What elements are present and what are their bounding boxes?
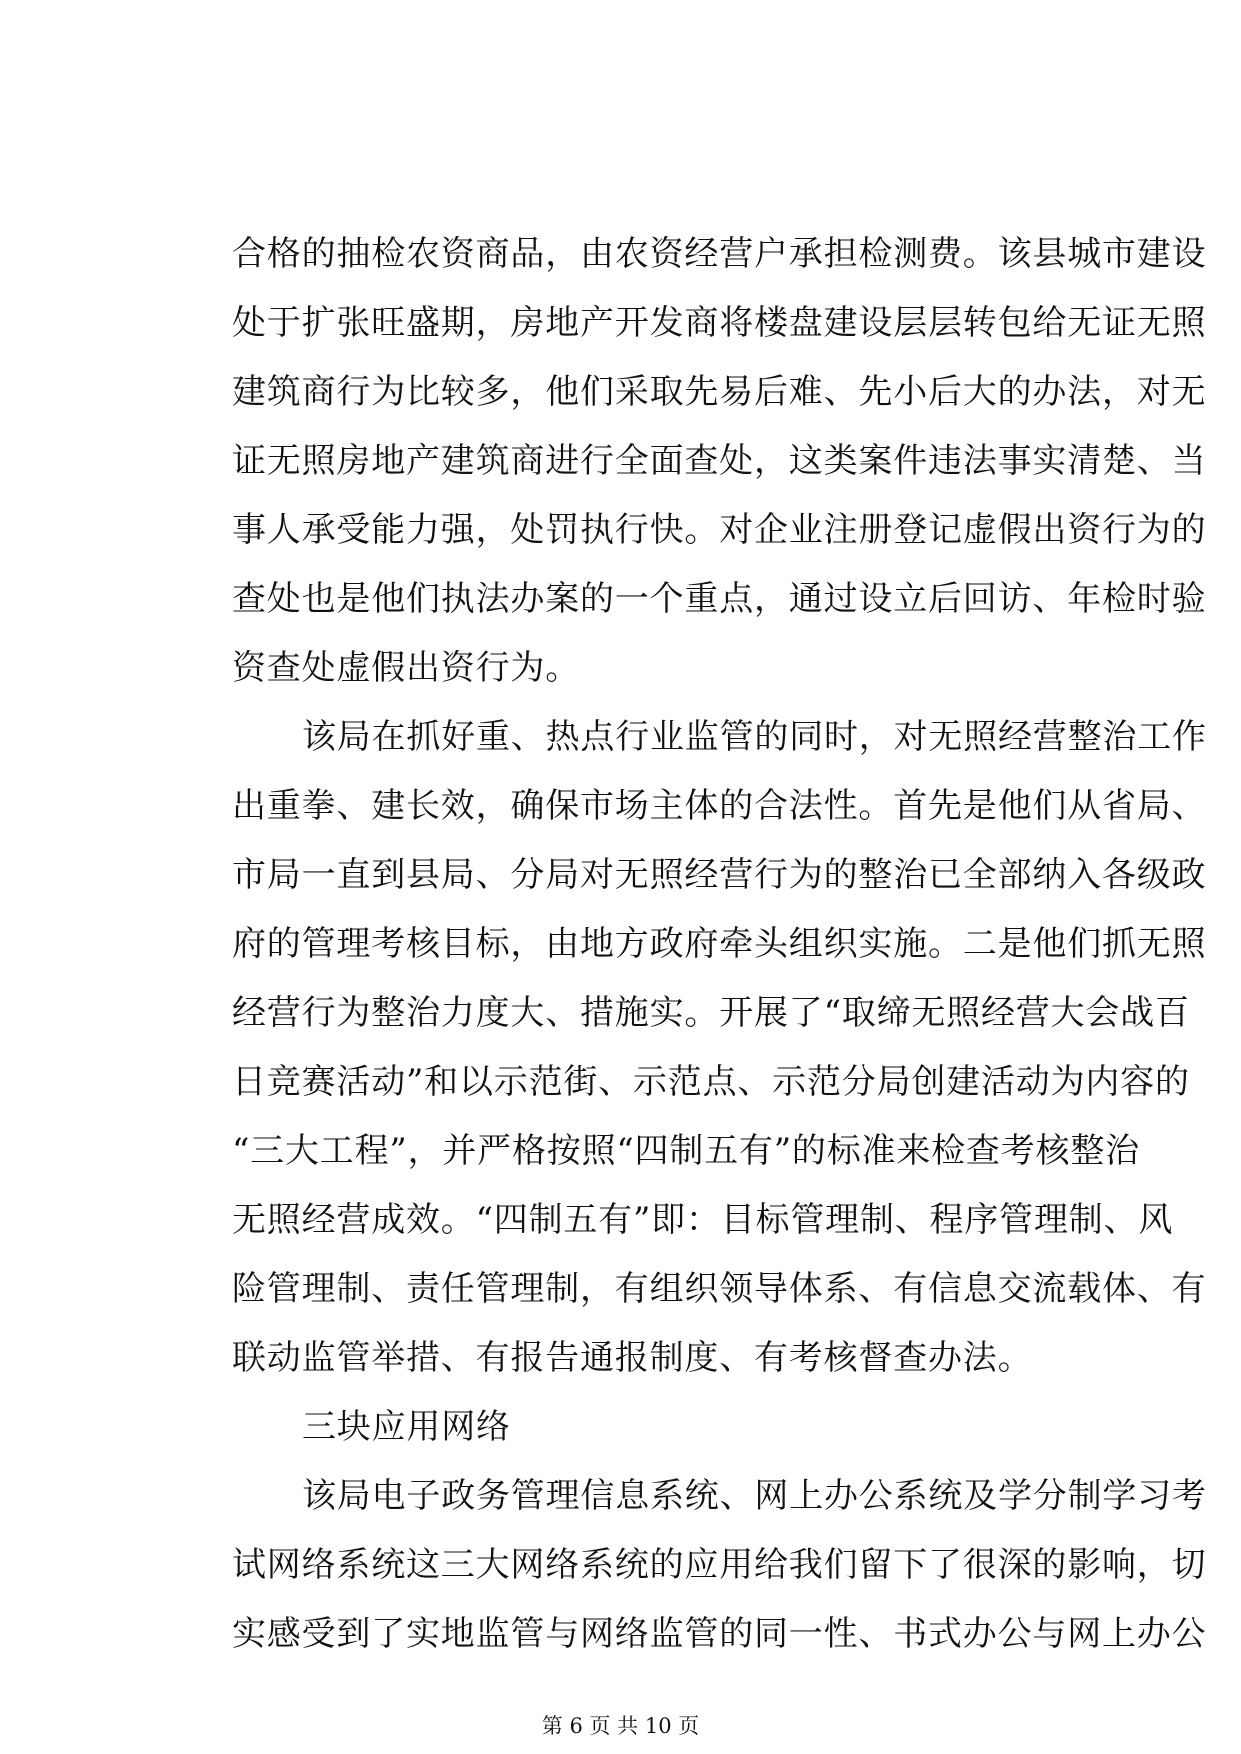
text-line: 合格的抽检农资商品，由农资经营户承担检测费。该县城市建设 (232, 234, 1207, 274)
text-line: 无照经营成效。“四制五有”即：目标管理制、程序管理制、风 (232, 1200, 1174, 1240)
text-line: 处于扩张旺盛期，房地产开发商将楼盘建设层层转包给无证无照 (232, 303, 1207, 343)
section-heading: 三块应用网络 (302, 1407, 511, 1447)
text-line: “三大工程”，并严格按照“四制五有”的标准来检查考核整治 (232, 1131, 1140, 1171)
paragraph-first-line: 该局电子政务管理信息系统、网上办公系统及学分制学习考 (302, 1476, 1207, 1516)
text-line: 事人承受能力强，处罚执行快。对企业注册登记虚假出资行为的 (232, 510, 1207, 550)
text-line: 建筑商行为比较多，他们采取先易后难、先小后大的办法，对无 (232, 372, 1207, 412)
page-footer: 第 6 页 共 10 页 (541, 1714, 700, 1738)
text-line: 实感受到了实地监管与网络监管的同一性、书式办公与网上办公 (232, 1614, 1207, 1654)
text-line: 资查处虚假出资行为。 (232, 648, 580, 688)
text-line: 出重拳、建长效，确保市场主体的合法性。首先是他们从省局、 (232, 786, 1207, 826)
text-line: 市局一直到县局、分局对无照经营行为的整治已全部纳入各级政 (232, 855, 1207, 895)
text-line: 证无照房地产建筑商进行全面查处，这类案件违法事实清楚、当 (232, 441, 1207, 481)
text-line: 试网络系统这三大网络系统的应用给我们留下了很深的影响，切 (232, 1545, 1207, 1585)
text-line: 府的管理考核目标，由地方政府牵头组织实施。二是他们抓无照 (232, 924, 1207, 964)
paragraph-first-line: 该局在抓好重、热点行业监管的同时，对无照经营整治工作 (302, 717, 1207, 757)
text-line: 联动监管举措、有报告通报制度、有考核督查办法。 (232, 1338, 1033, 1378)
text-line: 查处也是他们执法办案的一个重点，通过设立后回访、年检时验 (232, 579, 1207, 619)
text-line: 险管理制、责任管理制，有组织领导体系、有信息交流载体、有 (232, 1269, 1207, 1309)
text-line: 经营行为整治力度大、措施实。开展了“取缔无照经营大会战百 (232, 993, 1190, 1033)
text-line: 日竞赛活动”和以示范街、示范点、示范分局创建活动为内容的 (232, 1062, 1190, 1102)
